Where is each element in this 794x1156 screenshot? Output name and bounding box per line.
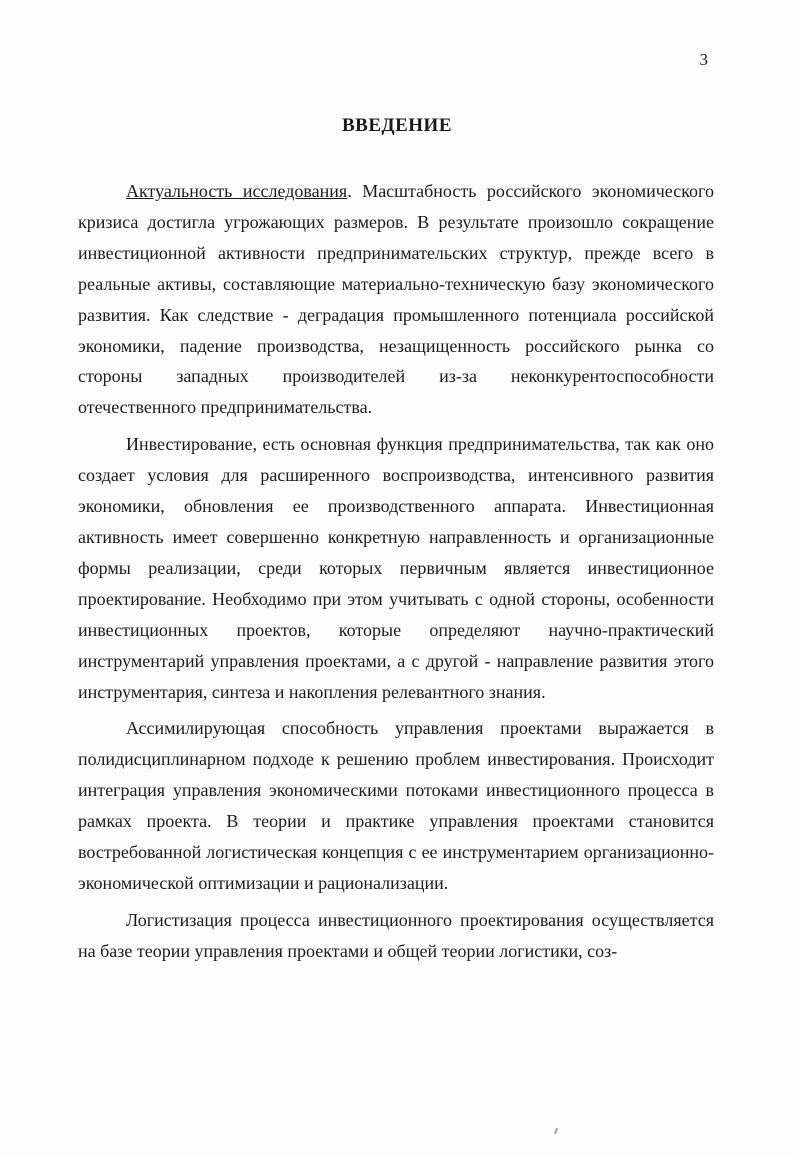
paragraph-investing: Инвестирование, есть основная функция предпринимательства, так как оно создает условия для расширенного воспроизводства, интенсивного развития экономики, обновления ее производственного аппарата. Инвестиционная активность имеет совершенно конкретную направленность и организационные формы реализации, среди которых первичным является инвестиционное проектирование. Необходимо при этом учитывать с одной стороны, особенности инвестиционных проектов, которые определяют научно-практический инструментарий управления проектами, а с другой - направление развития этого инструментария, синтеза и накопления релевантного знания. (78, 434, 714, 702)
paragraph-project-management: Ассимилирующая способность управления проектами выражается в полидисциплинарном подходе к решению проблем инвестирования. Происходит интеграция управления экономическими потоками инвестиционного процесса в рамках проекта. В теории и практике управления проектами становится востребованной логистическая концепция с ее инструментарием организационно-экономической оптимизации и рационализации. (78, 718, 714, 893)
document-body (78, 176, 714, 973)
page-number: 3 (699, 50, 708, 69)
page-title: ВВЕДЕНИЕ (342, 115, 452, 136)
section-lead-suffix: . (347, 181, 352, 201)
paragraph-text: Масштабность российского экономического кризиса достигла угрожающих размеров. В результате произошло сокращение инвестиционной активности предпринимательских структур, прежде всего в реальные активы, составляющие материально-техническую базу экономического развития. Как следствие - деградация промышленного потенциала российской экономики, падение производства, незащищенность российского рынка со стороны западных производителей из-за неконкурентоспособности отечественного предпринимательства. (78, 181, 714, 418)
scan-speck (554, 1128, 558, 1134)
section-lead: Актуальность исследования (126, 181, 348, 201)
paragraph-logistics: Логистизация процесса инвестиционного проектирования осуществляется на базе теории управления проектами и общей теории логистики, соз- (78, 909, 714, 961)
paragraph-relevance (78, 176, 714, 423)
